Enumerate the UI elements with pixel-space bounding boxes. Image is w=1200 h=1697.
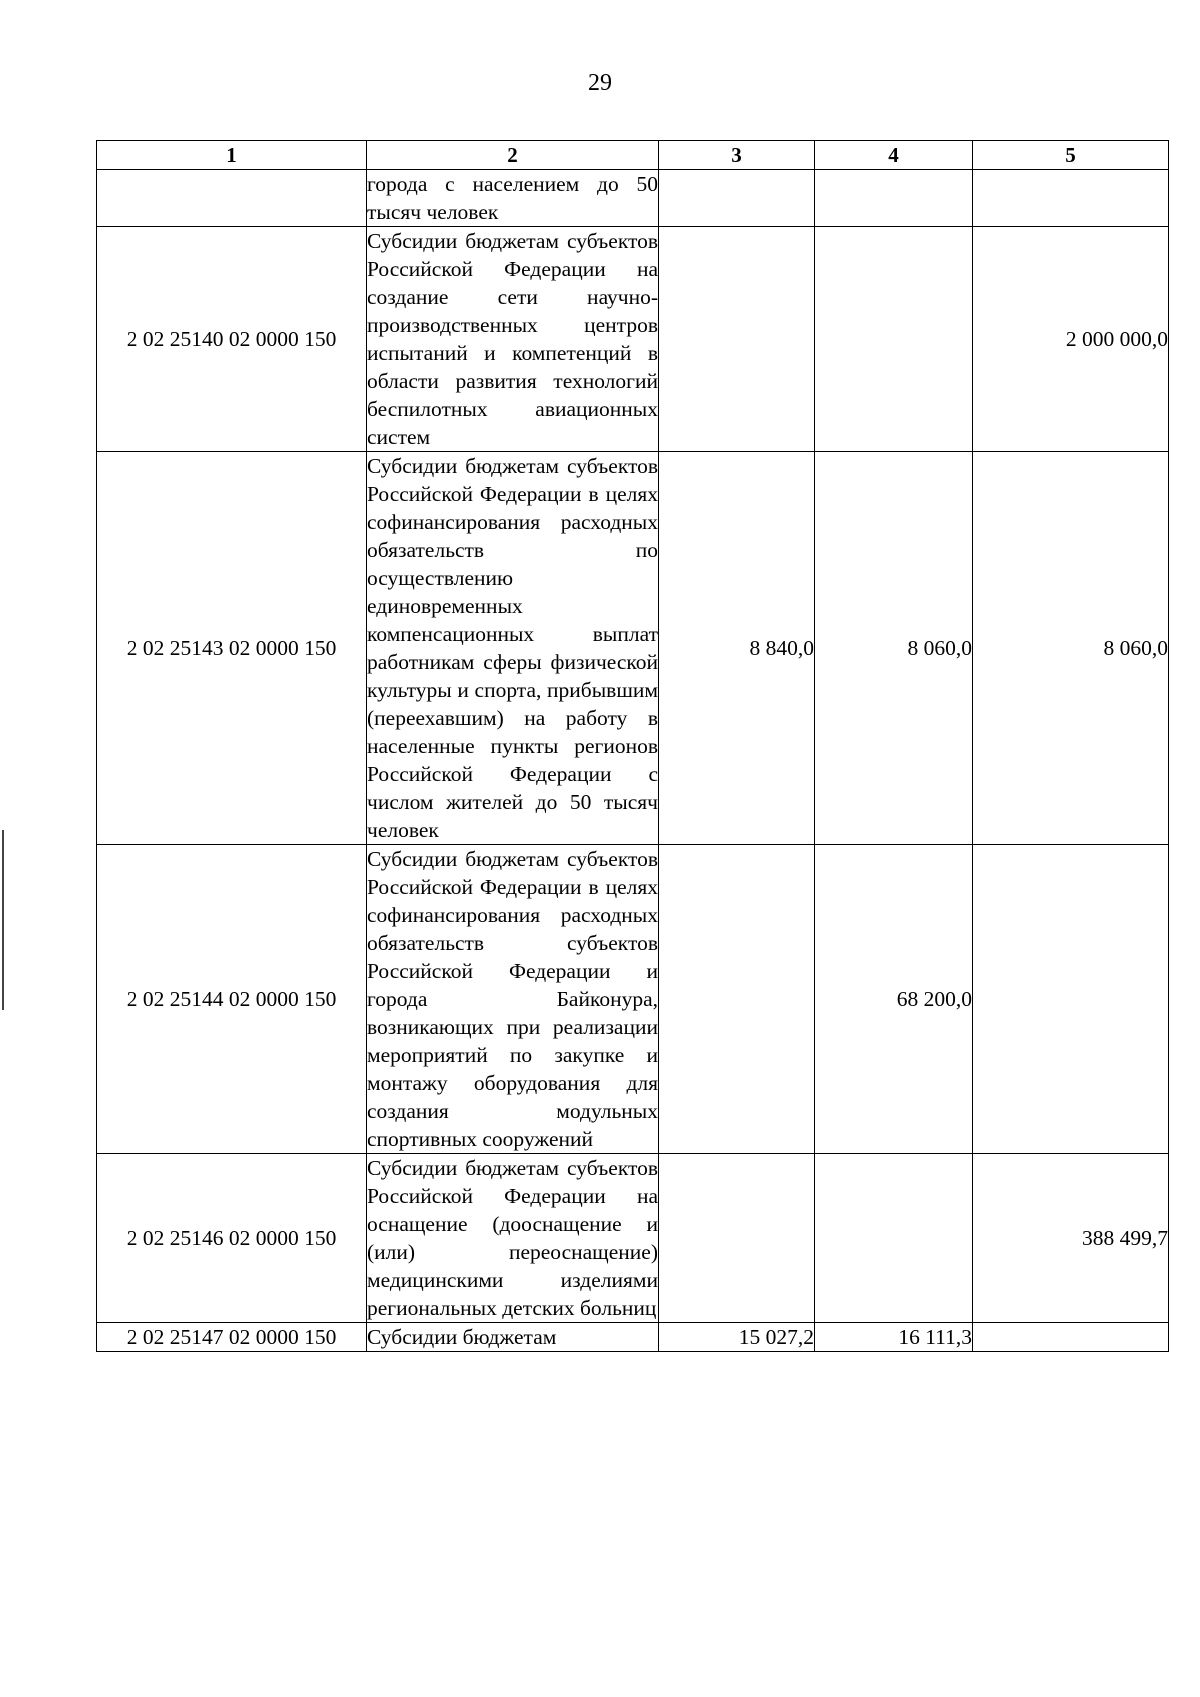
header-col-1: 1 xyxy=(97,141,367,170)
header-col-2: 2 xyxy=(367,141,659,170)
row-description: Субсидии бюджетам субъектов Российской Федерации в целях софинансирования расходных обязательств субъектов Российской Федерации и города Байконура, возникающих при реализации мероприятий по закупке и монтажу оборудования для создания модульных спортивных сооружений xyxy=(367,847,658,1151)
scan-margin-mark xyxy=(2,830,4,1010)
row-value-col4 xyxy=(815,227,973,452)
row-description: Субсидии бюджетам xyxy=(367,1325,557,1349)
row-value-col4: 68 200,0 xyxy=(815,845,973,1154)
row-value-col3 xyxy=(659,227,815,452)
row-value-col4: 8 060,0 xyxy=(815,452,973,845)
table-row xyxy=(97,845,1169,1154)
row-code: 2 02 25143 02 0000 150 xyxy=(97,452,367,845)
row-value-col3 xyxy=(659,170,815,227)
table-row xyxy=(97,1323,1169,1352)
header-col-5: 5 xyxy=(973,141,1169,170)
row-code: 2 02 25144 02 0000 150 xyxy=(97,845,367,1154)
row-description: Субсидии бюджетам субъектов Российской Федерации на создание сети научно-производственных центров испытаний и компетенций в области развития технологий беспилотных авиационных систем xyxy=(367,229,658,449)
row-value-col5: 388 499,7 xyxy=(973,1154,1169,1323)
row-value-col5: 8 060,0 xyxy=(973,452,1169,845)
row-value-col3: 15 027,2 xyxy=(659,1323,815,1352)
row-description: Субсидии бюджетам субъектов Российской Федерации в целях софинансирования расходных обязательств по осуществлению единовременных компенсационных выплат работникам сферы физической культуры и спорта, прибывшим (переехавшим) на работу в населенные пункты регионов Российской Федерации с числом жителей до 50 тысяч человек xyxy=(367,454,658,842)
table-row xyxy=(97,452,1169,845)
row-value-col3: 8 840,0 xyxy=(659,452,815,845)
header-col-3: 3 xyxy=(659,141,815,170)
row-code xyxy=(97,170,367,227)
table-row xyxy=(97,170,1169,227)
budget-revenue-table xyxy=(96,140,1169,1352)
row-value-col4: 16 111,3 xyxy=(815,1323,973,1352)
page-number: 29 xyxy=(588,70,612,96)
row-code: 2 02 25140 02 0000 150 xyxy=(97,227,367,452)
row-code: 2 02 25146 02 0000 150 xyxy=(97,1154,367,1323)
header-col-4: 4 xyxy=(815,141,973,170)
row-value-col5 xyxy=(973,845,1169,1154)
row-value-col5 xyxy=(973,1323,1169,1352)
row-description: города с населением до 50 тысяч человек xyxy=(367,172,658,224)
row-value-col3 xyxy=(659,1154,815,1323)
table-row xyxy=(97,1154,1169,1323)
row-value-col5: 2 000 000,0 xyxy=(973,227,1169,452)
row-description: Субсидии бюджетам субъектов Российской Федерации на оснащение (дооснащение и (или) переоснащение) медицинскими изделиями региональных детских больниц xyxy=(367,1156,658,1320)
table-header-row xyxy=(97,141,1169,170)
row-code: 2 02 25147 02 0000 150 xyxy=(97,1323,367,1352)
row-value-col5 xyxy=(973,170,1169,227)
row-value-col4 xyxy=(815,1154,973,1323)
row-value-col3 xyxy=(659,845,815,1154)
row-value-col4 xyxy=(815,170,973,227)
table-row xyxy=(97,227,1169,452)
